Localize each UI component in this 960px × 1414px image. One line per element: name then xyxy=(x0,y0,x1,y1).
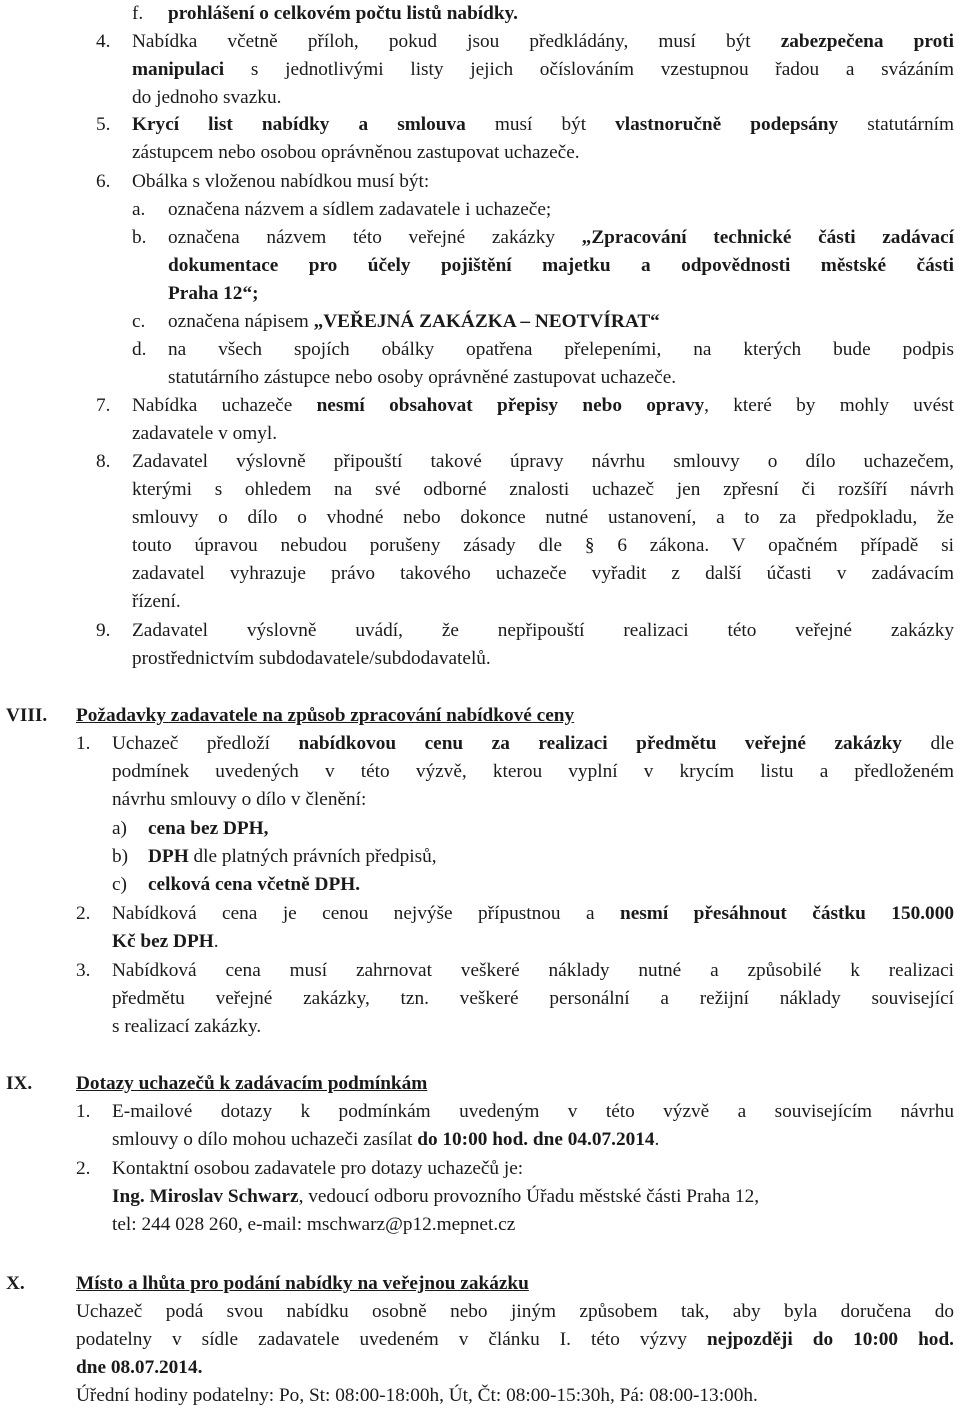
list-item-line: dokumentace pro účely pojištění majetku a odpovědnosti městské části xyxy=(168,255,954,276)
list-item-line: řízení. xyxy=(132,591,181,612)
paragraph-line: podatelny v sídle zadavatele uvedeném v článku I. této výzvy nejpozději do 10:00 hod. xyxy=(76,1329,954,1350)
list-item: Uchazeč předloží nabídkovou cenu za realizaci předmětu veřejné zakázky dle xyxy=(112,733,954,754)
list-marker: a. xyxy=(132,199,146,220)
list-item-line: s realizací zakázky. xyxy=(112,1016,262,1037)
list-item-line: smlouvy o dílo mohou uchazeči zasílat do 10:00 hod. dne 04.07.2014. xyxy=(112,1129,660,1150)
list-item: Zadavatel výslovně uvádí, že nepřipouští realizaci této veřejné zakázky xyxy=(132,620,954,641)
list-marker: 7. xyxy=(96,395,111,416)
list-marker: c) xyxy=(112,874,127,895)
list-marker: 9. xyxy=(96,620,111,641)
section-heading: Dotazy uchazečů k zadávacím podmínkám xyxy=(76,1073,428,1094)
list-item: Nabídková cena musí zahrnovat veškeré náklady nutné a způsobilé k realizaci xyxy=(112,960,954,981)
list-item: DPH dle platných právních předpisů, xyxy=(148,846,437,867)
list-marker: a) xyxy=(112,818,127,839)
list-item-line: podmínek uvedených v této výzvě, kterou vyplní v krycím listu a předloženém xyxy=(112,761,954,782)
section-number: VIII. xyxy=(6,705,48,726)
list-marker: 8. xyxy=(96,451,111,472)
list-item: označena názvem této veřejné zakázky „Zpracování technické části zadávací xyxy=(168,227,954,248)
list-item: Krycí list nabídky a smlouva musí být vlastnoručně podepsány statutárním xyxy=(132,114,954,135)
list-marker: 1. xyxy=(76,1101,91,1122)
list-item: cena bez DPH, xyxy=(148,818,269,839)
list-item-line: do jednoho svazku. xyxy=(132,87,282,108)
list-item-line: smlouvy o dílo o vhodné nebo dokonce nutné ustanovení, a to za předpokladu, že xyxy=(132,507,954,528)
list-item-line: Kč bez DPH. xyxy=(112,931,219,952)
list-item-line: předmětu veřejné zakázky, tzn. veškeré personální a režijní náklady související xyxy=(112,988,954,1009)
section-number: X. xyxy=(6,1273,25,1294)
list-marker: d. xyxy=(132,339,147,360)
list-item-line: Praha 12“; xyxy=(168,283,259,304)
list-item: Obálka s vloženou nabídkou musí být: xyxy=(132,171,430,192)
paragraph-line: dne 08.07.2014. xyxy=(76,1357,203,1378)
list-item: celková cena včetně DPH. xyxy=(148,874,361,895)
office-hours: Úřední hodiny podatelny: Po, St: 08:00-18:00h, Út, Čt: 08:00-15:30h, Pá: 08:00-13:00h. xyxy=(76,1385,758,1406)
list-marker: 3. xyxy=(76,960,91,981)
section-heading: Požadavky zadavatele na způsob zpracování nabídkové ceny xyxy=(76,705,575,726)
list-item: označena názvem a sídlem zadavatele i uchazeče; xyxy=(168,199,552,220)
list-item-line: tel: 244 028 260, e-mail: mschwarz@p12.mepnet.cz xyxy=(112,1214,516,1235)
list-item-line: kterými s ohledem na své odborné znalosti uchazeč jen zpřesní či rozšíří návrh xyxy=(132,479,954,500)
list-marker: f. xyxy=(132,3,144,24)
list-item-line: zadavatele v omyl. xyxy=(132,423,278,444)
list-item: Nabídka včetně příloh, pokud jsou předkládány, musí být zabezpečena proti xyxy=(132,31,954,52)
list-marker: b) xyxy=(112,846,129,867)
list-marker: 2. xyxy=(76,903,91,924)
list-item: E-mailové dotazy k podmínkám uvedeným v této výzvě a souvisejícím návrhu xyxy=(112,1101,954,1122)
list-item: na všech spojích obálky opatřena přelepeními, na kterých bude podpis xyxy=(168,339,954,360)
item-text: prohlášení o celkovém počtu listů nabídky. xyxy=(168,3,518,24)
list-item-line: návrhu smlouvy o dílo v členění: xyxy=(112,789,367,810)
list-item: Nabídková cena je cenou nejvýše přípustnou a nesmí přesáhnout částku 150.000 xyxy=(112,903,954,924)
list-marker: 5. xyxy=(96,114,111,135)
list-item: Zadavatel výslovně připouští takové úpravy návrhu smlouvy o dílo uchazečem, xyxy=(132,451,954,472)
section-heading: Místo a lhůta pro podání nabídky na veřejnou zakázku xyxy=(76,1273,529,1294)
list-item-line: zadavatel vyhrazuje právo takového uchazeče vyřadit z další účasti v zadávacím xyxy=(132,563,954,584)
list-item-line: prostřednictvím subdodavatele/subdodavatelů. xyxy=(132,648,491,669)
list-item xyxy=(168,0,668,28)
list-marker: 4. xyxy=(96,31,111,52)
list-marker: 2. xyxy=(76,1158,91,1179)
list-marker: b. xyxy=(132,227,147,248)
paragraph-line: Uchazeč podá svou nabídku osobně nebo jiným způsobem tak, aby byla doručena do xyxy=(76,1301,954,1322)
list-item-line: manipulaci s jednotlivými listy jejich očíslováním vzestupnou řadou a svázáním xyxy=(132,59,954,80)
list-item: Nabídka uchazeče nesmí obsahovat přepisy nebo opravy, které by mohly uvést xyxy=(132,395,954,416)
list-item: Kontaktní osobou zadavatele pro dotazy uchazečů je: xyxy=(112,1158,524,1179)
section-number: IX. xyxy=(6,1073,33,1094)
list-item-line: touto úpravou nebudou porušeny zásady dle § 6 zákona. V opačném případě si xyxy=(132,535,954,556)
list-marker: 6. xyxy=(96,171,111,192)
list-item: označena nápisem „VEŘEJNÁ ZAKÁZKA – NEOTVÍRAT“ xyxy=(168,311,660,332)
list-item-line: statutárního zástupce nebo osoby oprávněné zastupovat uchazeče. xyxy=(168,367,677,388)
list-item-line: Ing. Miroslav Schwarz, vedoucí odboru provozního Úřadu městské části Praha 12, xyxy=(112,1186,760,1207)
list-marker: c. xyxy=(132,311,146,332)
list-marker: 1. xyxy=(76,733,91,754)
list-item-line: zástupcem nebo osobou oprávněnou zastupovat uchazeče. xyxy=(132,142,580,163)
